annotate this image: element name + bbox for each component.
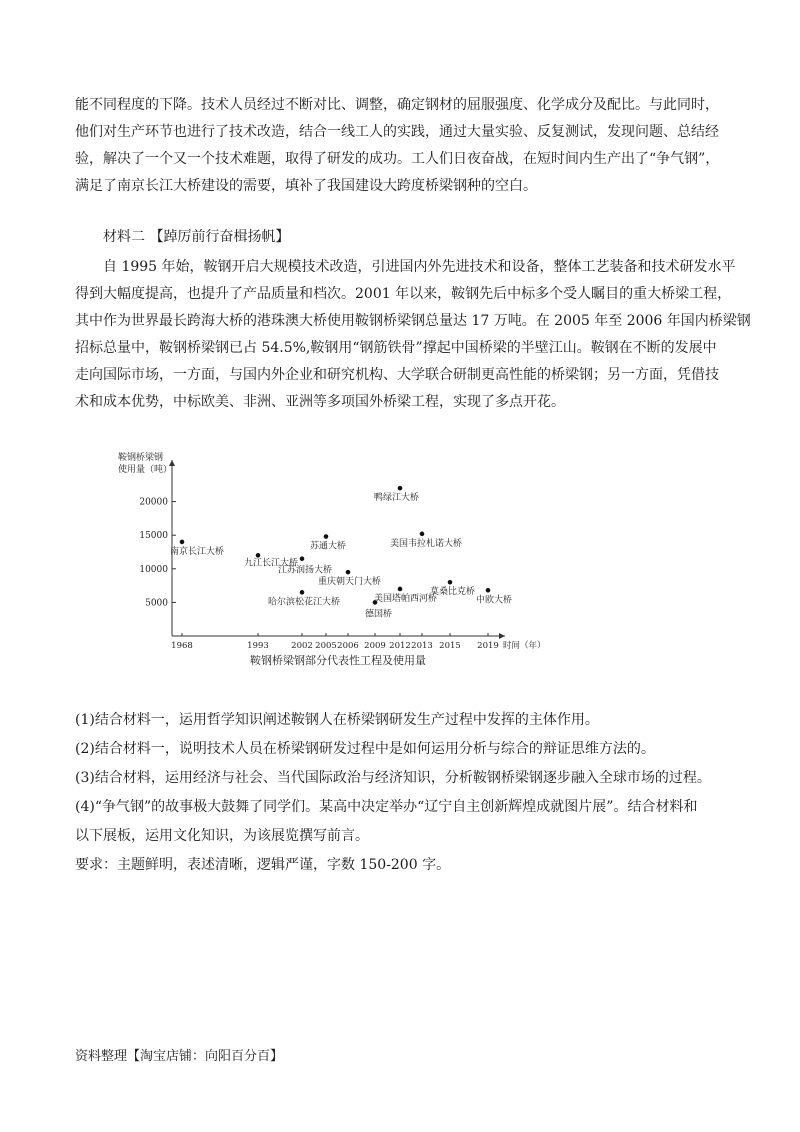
data-point <box>448 580 453 585</box>
text-line: 验，解决了一个又一个技术难题，取得了研发的成功。工人们日夜奋战，在短时间内生产出了“争气钢”， <box>75 151 720 167</box>
point-label: 美国塔帕西河桥 <box>374 593 438 604</box>
point-label: 哈尔滨松花江大桥 <box>268 597 341 608</box>
x-axis-arrow <box>499 633 505 639</box>
x-tick-label: 2009 <box>364 641 386 651</box>
x-tick-label: 1968 <box>171 641 193 651</box>
point-label: 中欧大桥 <box>476 595 513 606</box>
x-tick-label: 2019 <box>477 641 499 651</box>
chart-svg <box>110 448 546 673</box>
text-line: 术和成本优势，中标欧美、非洲、亚洲等多项国外桥梁工程，实现了多点开花。 <box>75 394 565 410</box>
material2-paragraph <box>75 254 751 416</box>
text-line: 他们对生产环节也进行了技术改造，结合一线工人的实践，通过大量实验、反复测试，发现问题、总结经 <box>75 124 719 140</box>
question-2: (2)结合材料一，说明技术人员在桥梁钢研发过程中是如何运用分析与综合的辩证思维方法的。 <box>75 741 655 757</box>
point-label: 美国韦拉札诺大桥 <box>390 538 463 549</box>
text-line: 其中作为世界最长跨海大桥的港珠澳大桥使用鞍钢桥梁钢总量达 17 万吨。在 2005 年至 2006 年国内桥梁钢 <box>75 313 751 329</box>
question-3: (3)结合材料，运用经济与社会、当代国际政治与经济知识，分析鞍钢桥梁钢逐步融入全球市场的过程。 <box>75 770 711 786</box>
y-tick-label: 10000 <box>139 564 168 575</box>
scatter-chart <box>110 448 546 673</box>
question-1: (1)结合材料一，运用哲学知识阐述鞍钢人在桥梁钢研发生产过程中发挥的主体作用。 <box>75 712 599 728</box>
data-point <box>300 556 305 561</box>
text-line: 自 1995 年始，鞍钢开启大规模技术改造，引进国内外先进技术和设备，整体工艺装备和技术研发水平 <box>103 259 736 275</box>
x-tick-label: 2006 <box>337 641 359 651</box>
point-label: 南京长江大桥 <box>170 546 225 557</box>
point-label: 九江长江大桥 <box>244 558 299 569</box>
y-tick-label: 20000 <box>139 497 168 508</box>
x-tick-label: 2015 <box>439 641 461 651</box>
point-label: 苏通大桥 <box>310 541 347 552</box>
question-4: (4)“争气钢”的故事极大鼓舞了同学们。某高中决定举办“辽宁自主创新辉煌成就图片展”。结合材料和 <box>75 799 698 815</box>
data-point <box>180 540 185 545</box>
data-point <box>300 590 305 595</box>
point-label: 德国桥 <box>365 609 393 620</box>
text-line: 走向国际市场，一方面，与国内外企业和研究机构、大学联合研制更高性能的桥梁钢；另一方面，凭借技 <box>75 367 719 383</box>
point-label: 莫桑比克桥 <box>430 587 476 598</box>
x-tick-label: 2012 <box>389 641 411 651</box>
x-tick-label: 1993 <box>247 641 269 651</box>
text-line: 得到大幅度提高，也提升了产品质量和档次。2001 年以来，鞍钢先后中标多个受人瞩目的重大桥梁工程， <box>75 286 732 302</box>
x-tick-label: 2002 <box>291 641 313 651</box>
text-line: 能不同程度的下降。技术人员经过不断对比、调整，确定钢材的屈服强度、化学成分及配比。与此同时， <box>75 97 719 113</box>
question-4-continued: 以下展板，运用文化知识，为该展览撰写前言。 <box>75 828 369 844</box>
x-tick-label: 2005 <box>315 641 337 651</box>
material1-paragraph <box>75 92 735 200</box>
text-line: 满足了南京长江大桥建设的需要，填补了我国建设大跨度桥梁钢种的空白。 <box>75 178 537 194</box>
point-label: 鸭绿江大桥 <box>374 493 420 504</box>
text-line: 招标总量中，鞍钢桥梁钢已占 54.5%,鞍钢用“钢筋铁骨”撑起中国桥梁的半壁江山。鞍钢在不断的发展中 <box>75 340 717 356</box>
y-tick-label: 5000 <box>145 598 168 609</box>
chart-title: 鞍钢桥梁钢部分代表性工程及使用量 <box>250 654 426 667</box>
y-axis-title: 使用量（吨） <box>118 465 173 475</box>
x-tick-label: 2013 <box>411 641 433 651</box>
data-point <box>346 570 351 575</box>
y-tick-label: 15000 <box>139 531 168 542</box>
data-point <box>324 534 329 539</box>
material2-heading: 材料二 【踔厉前行奋楫扬帆】 <box>103 229 290 245</box>
point-label: 江苏润扬大桥 <box>278 565 333 576</box>
data-point <box>256 553 261 558</box>
footer-source: 资料整理【淘宝店铺：向阳百分百】 <box>75 1049 284 1064</box>
x-axis-title: 时间（年） <box>503 641 546 651</box>
data-point <box>486 588 491 593</box>
data-point <box>398 486 403 491</box>
requirement-text: 要求：主题鲜明，表述清晰，逻辑严谨，字数 150-200 字。 <box>75 857 451 873</box>
data-point <box>398 587 403 592</box>
y-axis-title: 鞍钢桥梁钢 <box>118 453 164 463</box>
data-point <box>420 532 425 537</box>
point-label: 重庆朝天门大桥 <box>318 577 382 588</box>
